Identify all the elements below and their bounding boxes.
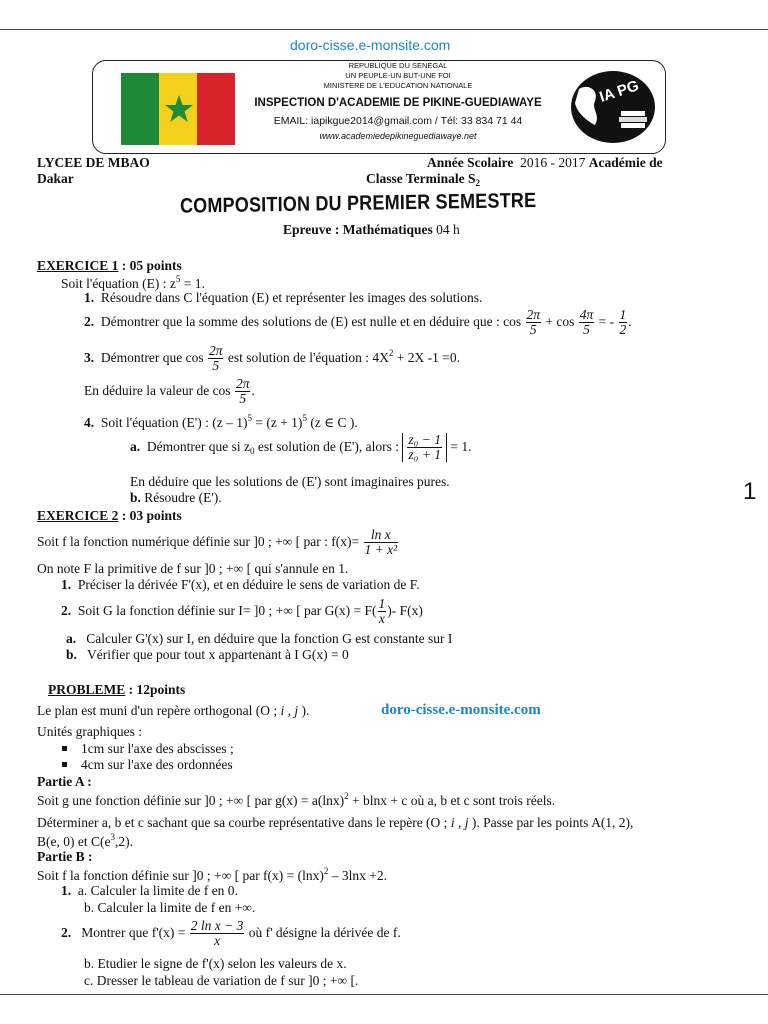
academy-logo: [565, 67, 657, 145]
site-url-header[interactable]: doro-cisse.e-monsite.com: [290, 37, 451, 53]
ex1-q4a-deduce: En déduire que les solutions de (E') sont imaginaires pures.: [130, 474, 450, 489]
page-title: COMPOSITION DU PREMIER SEMESTRE: [179, 188, 537, 218]
partie-b-q1a: 1. a. Calculer la limite de f en 0.: [61, 883, 238, 898]
partie-b: Partie B :: [37, 849, 93, 864]
partie-b-q2: 2. Montrer que f'(x) = $\frac{\text{2 ln x − 3}}{x}$ où f' désigne la dérivée de f.: [61, 918, 401, 949]
banner-line-2: UN PEUPLE-UN BUT-UNE FOI: [345, 71, 451, 80]
exercice-1-heading: EXERCICE 1 : 05 points: [37, 258, 182, 273]
ex1-q3b: En déduire la valeur de cos $\frac{2\pi}{5}$ .: [84, 376, 255, 407]
prob-unit-2: 4cm sur l'axe des ordonnées: [62, 757, 233, 773]
senegal-flag: [121, 73, 235, 145]
star-icon: [164, 94, 194, 124]
partie-b-q2c: c. Dresser le tableau de variation de f sur ]0 ; +∞ [.: [84, 973, 359, 988]
ex1-q4a: a. Démontrer que si $z_0$ est solution de (E'), alors : $\frac{\text{z₀ − 1}}{\text{z₀ + 1}}$ = 1.: [130, 432, 472, 463]
banner-line-5: EMAIL: iapikgue2014@gmail.com / Tél: 33 834 71 44: [273, 115, 523, 127]
partie-b-q2b: b. Etudier le signe de f'(x) selon les valeurs de x.: [84, 956, 347, 971]
school-year: Année Scolaire 2016 - 2017 Académie de: [427, 155, 663, 170]
banner-line-1: REPUBLIQUE DU SENEGAL: [348, 61, 448, 70]
banner-line-3: MINISTERE DE L'EDUCATION NATIONALE: [323, 81, 473, 90]
school-name: LYCEE DE MBAO: [37, 155, 150, 170]
partie-a-l3: B(e, 0) et $C(e^3,2)$.: [37, 832, 133, 849]
ex2-q1: 1. Préciser la dérivée F'(x), et en déduire le sens de variation de F.: [61, 577, 420, 592]
prob-unit-1: 1cm sur l'axe des abscisses ;: [62, 741, 234, 757]
academie-name: Dakar: [37, 171, 74, 186]
partie-b-l1: Soit f la fonction définie sur ]0 ; +∞ [ par $f(x) = (\ln x)^2 - 3\ln x +2$.: [37, 866, 388, 883]
ex1-q4b: b. Résoudre (E').: [130, 490, 222, 505]
ex1-q3: 3. Démontrer que cos $\frac{2\pi}{5}$ est solution de l'équation : $4X^2 + 2X$ -1 =0.: [84, 343, 461, 374]
ex2-primitive: On note F la primitive de f sur ]0 ; +∞ [ qui s'annule en 1.: [37, 561, 349, 576]
ex1-q4: 4. Soit l'équation (E') : $(z - 1)^5 = (z + 1)^5$ (z ∈ C ).: [84, 413, 358, 430]
partie-b-q1b: b. Calculer la limite de f en +∞.: [84, 900, 256, 915]
prob-repere: Le plan est muni d'un repère orthogonal (O ; i , j ).: [37, 703, 310, 718]
banner-line-4: INSPECTION D'ACADEMIE DE PIKINE-GUEDIAWAYE: [254, 97, 542, 109]
top-rule: [0, 29, 768, 30]
class-name: Classe Terminale $S_2$: [366, 171, 481, 188]
ex1-q2: 2. Démontrer que la somme des solutions de (E) est nulle et en déduire que : cos $\frac{2\pi}{5}$ + cos $\frac{4\pi}{5}$ = - $\frac{1}{2}$ .: [84, 307, 632, 338]
academy-banner: [92, 60, 666, 154]
ex2-intro: Soit f la fonction numérique définie sur ]0 ; +∞ [ par : f(x)= $\frac{\text{ln x}}{\text{1 + x²}}$: [37, 527, 398, 558]
prob-units: Unités graphiques :: [37, 724, 142, 739]
partie-a-l1: Soit g une fonction définie sur ]0 ; +∞ [ par $g(x) = a(\ln x)^2 + blnx + c$ où a, b et c sont trois réels.: [37, 791, 556, 808]
partie-a-l2: Déterminer a, b et c sachant que sa courbe représentative dans le repère (O ; i , j ). Passe par les points A(1, 2),: [37, 815, 634, 830]
ex2-qb: b. Vérifier que pour tout x appartenant à I G(x) = 0: [66, 647, 349, 662]
site-url-inline[interactable]: doro-cisse.e-monsite.com: [381, 702, 541, 718]
logo-text: IA PG: [597, 77, 641, 106]
ex1-q1: 1. Résoudre dans C l'équation (E) et représenter les images des solutions.: [84, 290, 483, 305]
epreuve: Epreuve : Mathématiques 04 h: [283, 222, 460, 237]
bottom-rule: [0, 994, 768, 995]
exercice-2-heading: EXERCICE 2 : 03 points: [37, 508, 182, 523]
page-number: 1: [743, 478, 757, 505]
ex1-intro: Soit l'équation (E) : $z^5 = 1$.: [61, 274, 205, 291]
ex2-qa: a. Calculer G'(x) sur I, en déduire que la fonction G est constante sur I: [66, 631, 453, 646]
banner-line-6: www.academiedepikineguediawaye.net: [319, 131, 477, 141]
probleme-heading: PROBLEME : 12points: [48, 682, 186, 697]
ex2-q2: 2. Soit G la fonction définie sur I= ]0 ; +∞ [ par G(x) = F( $\frac{1}{x}$ )- F(x): [61, 596, 423, 627]
partie-a: Partie A :: [37, 774, 92, 789]
